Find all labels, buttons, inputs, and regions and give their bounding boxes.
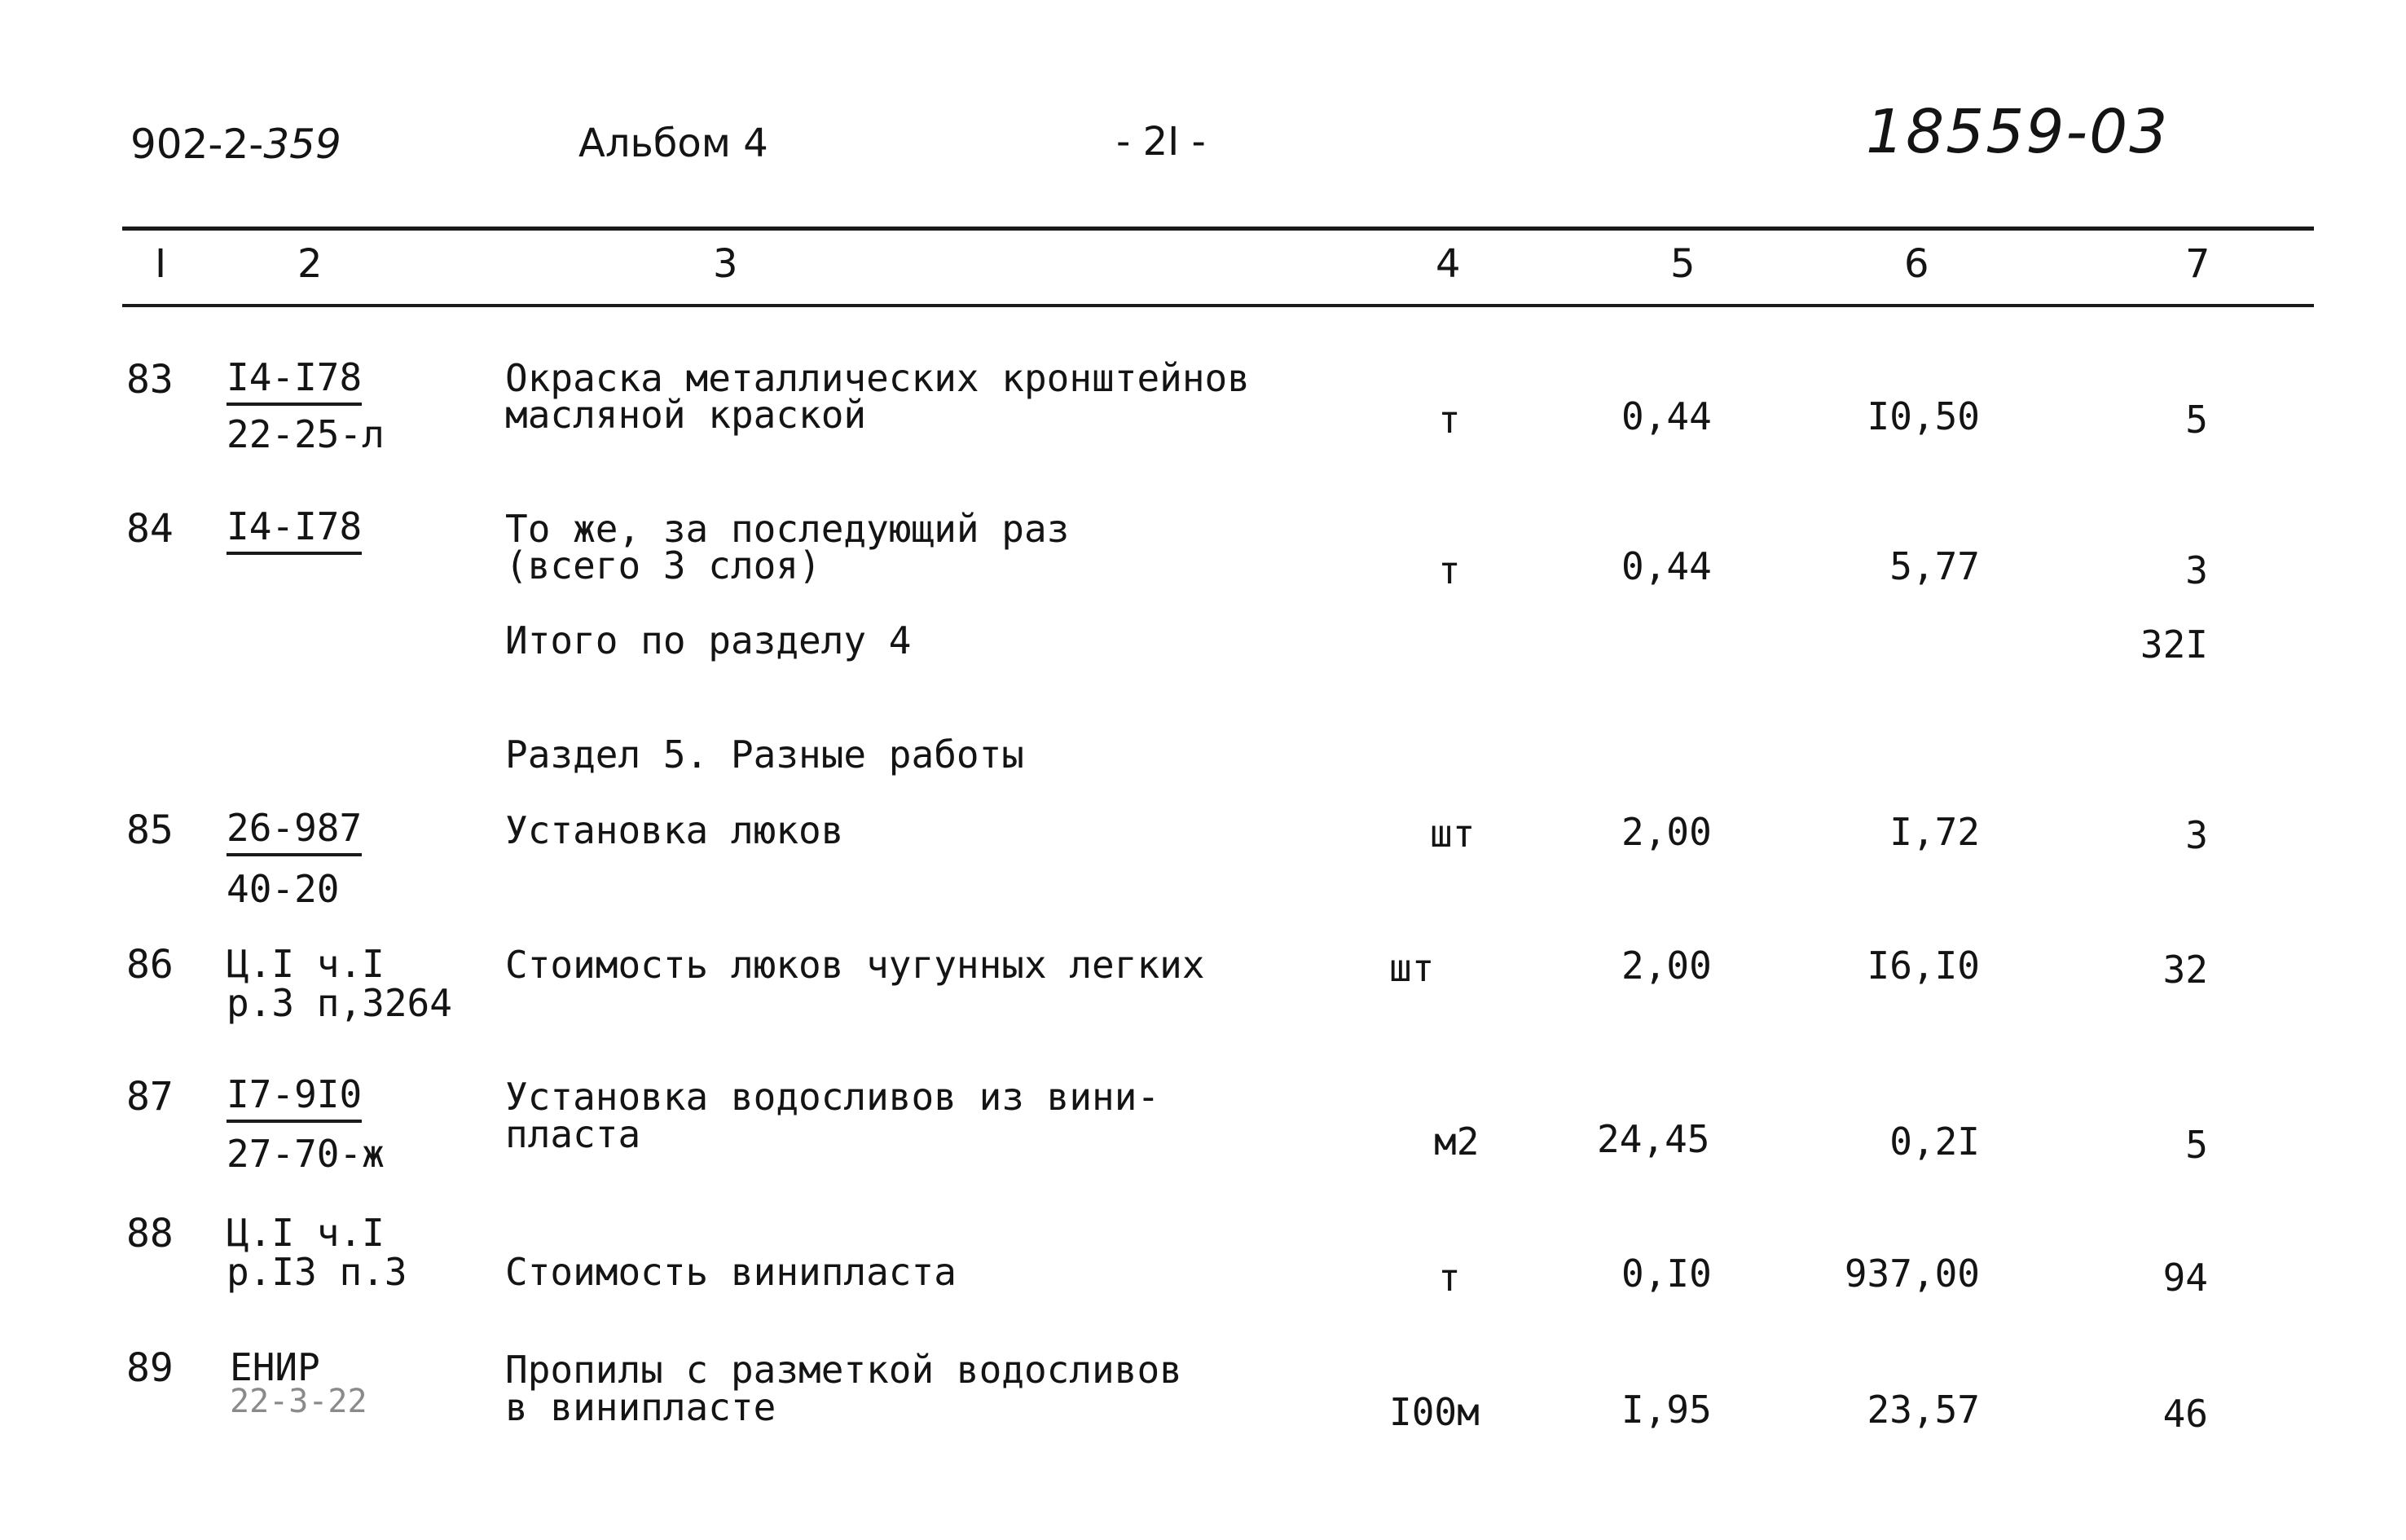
work-description: То же, за последующий раз xyxy=(505,507,1070,551)
unit: шт xyxy=(1430,812,1476,856)
work-description: Стоимость винипласта xyxy=(505,1250,957,1294)
unit: т xyxy=(1438,398,1461,442)
unit-price: I6,I0 xyxy=(1867,944,1980,988)
work-description-cont: (всего 3 слоя) xyxy=(505,543,821,587)
document-code-prefix: 902-2- xyxy=(130,121,264,168)
row-number: 86 xyxy=(126,942,174,988)
unit: т xyxy=(1438,1256,1461,1300)
work-description: Пропилы с разметкой водосливов xyxy=(505,1348,1182,1392)
row-number: 89 xyxy=(126,1345,174,1391)
norm-code: Ц.I ч.I xyxy=(227,1211,385,1255)
norm-code: I4-I78 xyxy=(227,359,362,406)
norm-code: 26-987 xyxy=(227,809,362,856)
total-cost: 5 xyxy=(2185,1123,2208,1167)
column-header-3: 3 xyxy=(713,241,738,287)
column-header-5: 5 xyxy=(1670,241,1696,287)
column-header-7: 7 xyxy=(2185,241,2210,287)
document-code xyxy=(130,121,341,168)
total-cost: 32 xyxy=(2162,948,2208,992)
norm-code-sub: 22-3-22 xyxy=(230,1383,367,1420)
row-number: 88 xyxy=(126,1211,174,1256)
total-cost: 94 xyxy=(2162,1256,2208,1300)
work-description-cont: масляной краской xyxy=(505,393,867,437)
total-cost: 46 xyxy=(2162,1392,2208,1436)
norm-code-sub: р.3 п,3264 xyxy=(227,981,452,1025)
quantity: 24,45 xyxy=(1597,1117,1710,1161)
quantity: I,95 xyxy=(1621,1388,1712,1432)
unit: шт xyxy=(1389,946,1435,990)
work-description: Установка водосливов из вини- xyxy=(505,1075,1160,1119)
section-subtotal-label: Итого по разделу 4 xyxy=(505,618,912,662)
quantity: 2,00 xyxy=(1621,944,1712,988)
quantity: 0,I0 xyxy=(1621,1252,1712,1296)
document-code-suffix: 359 xyxy=(263,121,341,168)
handwritten-number: 18559-03 xyxy=(1866,97,2170,167)
unit-price: I0,50 xyxy=(1867,394,1980,438)
unit: м2 xyxy=(1434,1120,1480,1164)
table-top-rule xyxy=(122,227,2314,231)
total-cost: 3 xyxy=(2185,548,2208,592)
column-header-2: 2 xyxy=(297,241,323,287)
quantity: 0,44 xyxy=(1621,544,1712,588)
unit: т xyxy=(1438,548,1461,592)
work-description: Установка люков xyxy=(505,808,844,852)
unit-price: 937,00 xyxy=(1844,1252,1980,1296)
row-number: 83 xyxy=(126,357,174,403)
unit-price: 5,77 xyxy=(1889,544,1980,588)
total-cost: 3 xyxy=(2185,813,2208,857)
norm-code-sub: р.I3 п.3 xyxy=(227,1250,407,1294)
page-number: - 2I - xyxy=(1116,119,1206,165)
norm-code: I7-9I0 xyxy=(227,1076,362,1123)
norm-code: I4-I78 xyxy=(227,508,362,555)
work-description: Стоимость люков чугунных легких xyxy=(505,943,1205,987)
norm-code-sub: 27-70-ж xyxy=(227,1132,385,1176)
quantity: 0,44 xyxy=(1621,394,1712,438)
column-header-6: 6 xyxy=(1904,241,1929,287)
unit-price: 0,2I xyxy=(1889,1120,1980,1164)
row-number: 85 xyxy=(126,807,174,853)
row-number: 87 xyxy=(126,1074,174,1120)
row-number: 84 xyxy=(126,506,174,552)
album-label: Альбом 4 xyxy=(578,121,768,166)
column-header-1: I xyxy=(155,241,167,287)
section-title: Раздел 5. Разные работы xyxy=(505,733,1024,777)
section-subtotal-value: 32I xyxy=(2140,623,2208,667)
unit-price: 23,57 xyxy=(1867,1388,1980,1432)
column-header-4: 4 xyxy=(1436,241,1461,287)
norm-code: ЕНИР xyxy=(230,1345,320,1389)
norm-code-sub: 40-20 xyxy=(227,867,340,911)
total-cost: 5 xyxy=(2185,398,2208,442)
quantity: 2,00 xyxy=(1621,810,1712,854)
unit-price: I,72 xyxy=(1889,810,1980,854)
work-description: Окраска металлических кронштейнов xyxy=(505,356,1250,400)
unit: I00м xyxy=(1389,1390,1480,1434)
work-description-cont: в винипласте xyxy=(505,1385,776,1429)
norm-code: Ц.I ч.I xyxy=(227,942,385,986)
norm-code-sub: 22-25-л xyxy=(227,412,385,456)
table-header-rule xyxy=(122,304,2314,307)
work-description-cont: пласта xyxy=(505,1112,641,1156)
